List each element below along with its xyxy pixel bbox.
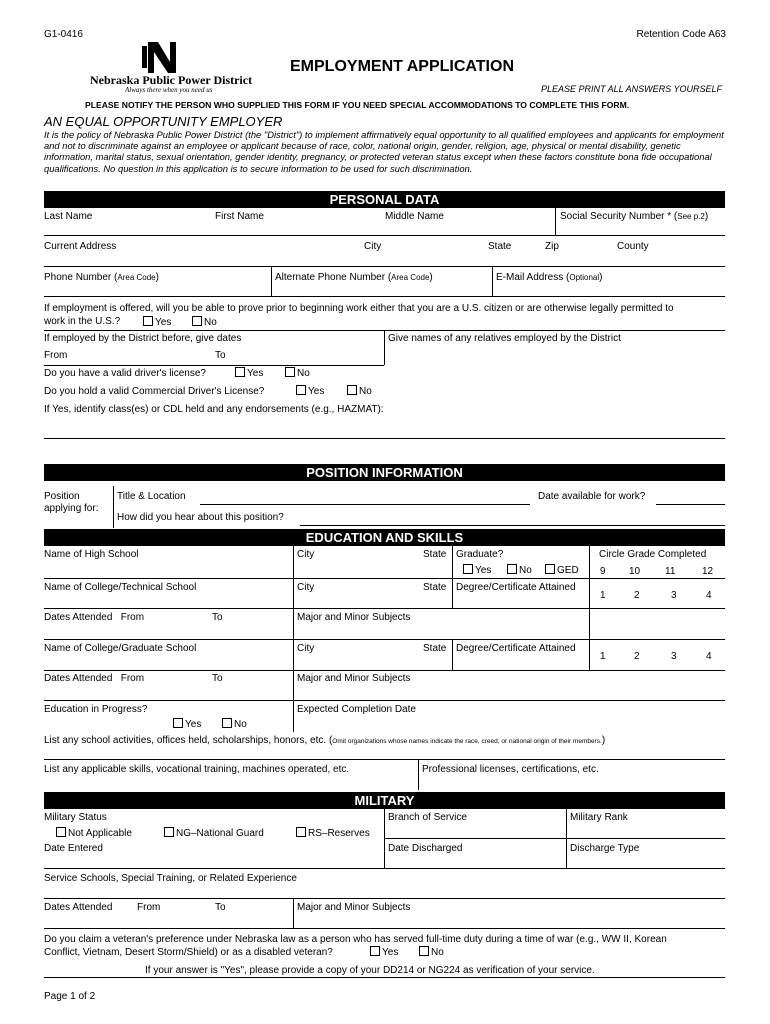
college-grad-grade-3[interactable]: 3	[671, 651, 677, 662]
how-heard-label: How did you hear about this position?	[117, 512, 284, 523]
graduate-no-checkbox[interactable]: No	[507, 564, 532, 576]
veteran-no-checkbox[interactable]: No	[419, 946, 444, 958]
position-info-heading: POSITION INFORMATION	[44, 464, 725, 481]
college-grad-major-label: Major and Minor Subjects	[297, 673, 411, 684]
print-note: PLEASE PRINT ALL ANSWERS YOURSELF	[540, 84, 722, 94]
military-from-label: From	[137, 902, 161, 913]
cdl-classes-line[interactable]	[44, 438, 725, 439]
position-applying-label-2: applying for:	[44, 503, 99, 514]
employed-to-label: To	[215, 350, 226, 361]
college-tech-city-label: City	[297, 582, 315, 593]
military-status-label: Military Status	[44, 812, 107, 823]
grade-11[interactable]: 11	[665, 566, 676, 577]
college-tech-dates-label: Dates Attended From	[44, 612, 145, 623]
college-grad-grade-2[interactable]: 2	[634, 651, 640, 662]
college-tech-major-label: Major and Minor Subjects	[297, 612, 411, 623]
military-to-label: To	[215, 902, 226, 913]
in-progress-label: Education in Progress?	[44, 704, 148, 715]
eoe-body: It is the policy of Nebraska Public Power District (the "District") to implement affirmatively equal opportunity to all qualified employees and applicants for employment and not to discriminate against an employee or applicant because of race, color, national origin, gender, religion, age, physical or mental disability, genetic information, marital status, sexual orientation, gender identity, pregnancy, or protected veteran status except when these factors constitute bona fide occupational qualifications. No question in this application is to secure information to be used for such discrimination.	[44, 129, 724, 174]
name-row-line	[44, 235, 725, 236]
college-tech-grade-3[interactable]: 3	[671, 590, 677, 601]
veteran-note: If your answer is "Yes", please provide a copy of your DD214 or NG224 as verification of your service.	[145, 965, 595, 976]
phone-row-line	[44, 296, 725, 297]
grade-10[interactable]: 10	[629, 566, 641, 577]
employed-before-label: If employed by the District before, give dates	[44, 333, 242, 344]
college-grad-state-label: State	[423, 643, 447, 654]
page-number: Page 1 of 2	[44, 991, 96, 1002]
cdl-no-checkbox[interactable]: No	[347, 385, 372, 397]
middle-name-label: Middle Name	[385, 211, 444, 222]
licenses-label: Professional licenses, certifications, etc.	[422, 764, 599, 775]
email-label: E-Mail Address (Optional)	[496, 272, 603, 283]
title-location-line[interactable]	[200, 504, 530, 505]
college-grad-degree-label: Degree/Certificate Attained	[456, 643, 576, 654]
org-name: Nebraska Public Power District	[90, 73, 253, 87]
form-code: G1-0416	[44, 29, 83, 40]
college-tech-to-label: To	[212, 612, 223, 623]
veteran-question-line2: Conflict, Vietnam, Desert Storm/Shield) or as a disabled veteran?	[44, 947, 333, 958]
ssn-label: Social Security Number * (See p.2)	[560, 211, 709, 222]
college-tech-grade-4[interactable]: 4	[706, 590, 712, 601]
college-tech-label: Name of College/Technical School	[44, 582, 197, 593]
drivers-license-yes-checkbox[interactable]: Yes	[235, 367, 263, 379]
college-grad-grade-4[interactable]: 4	[706, 651, 712, 662]
cdl-classes-label: If Yes, identify class(es) or CDL held and any endorsements (e.g., HAZMAT):	[44, 404, 384, 415]
skills-label: List any applicable skills, vocational training, machines operated, etc.	[44, 764, 350, 775]
college-grad-label: Name of College/Graduate School	[44, 643, 197, 654]
veteran-yes-checkbox[interactable]: Yes	[370, 946, 398, 958]
employed-from-label: From	[44, 350, 68, 361]
legal-yes-checkbox[interactable]: Yes	[143, 316, 171, 328]
expected-completion-label: Expected Completion Date	[297, 704, 416, 715]
legal-question-line1: If employment is offered, will you be able to prove prior to beginning work either that you are a U.S. citizen or are otherwise legally permitted to	[44, 303, 674, 314]
graduate-ged-checkbox[interactable]: GED	[545, 564, 579, 576]
drivers-license-label: Do you have a valid driver's license?	[44, 368, 206, 379]
position-applying-label-1: Position	[44, 491, 80, 502]
graduate-yes-checkbox[interactable]: Yes	[463, 564, 491, 576]
reserves-checkbox[interactable]: RS–Reserves	[296, 827, 370, 839]
in-progress-no-checkbox[interactable]: No	[222, 718, 247, 730]
hs-city-label: City	[297, 549, 315, 560]
not-applicable-checkbox[interactable]: Not Applicable	[56, 827, 132, 839]
org-tagline: Always there when you need us	[125, 86, 213, 94]
discharge-type-label: Discharge Type	[570, 843, 640, 854]
college-grad-city-label: City	[297, 643, 315, 654]
service-schools-label: Service Schools, Special Training, or Related Experience	[44, 873, 297, 884]
in-progress-yes-checkbox[interactable]: Yes	[173, 718, 201, 730]
date-available-line[interactable]	[656, 504, 725, 505]
address-row-line	[44, 266, 725, 267]
personal-data-heading: PERSONAL DATA	[44, 191, 725, 208]
military-heading: MILITARY	[44, 792, 725, 809]
legal-question-line2: work in the U.S.?	[44, 316, 121, 327]
relatives-label: Give names of any relatives employed by the District	[388, 333, 621, 344]
accommodation-note: PLEASE NOTIFY THE PERSON WHO SUPPLIED THIS FORM IF YOU NEED SPECIAL ACCOMMODATIONS TO COMPLETE THIS FORM.	[85, 100, 630, 110]
drivers-license-no-checkbox[interactable]: No	[285, 367, 310, 379]
graduate-label: Graduate?	[456, 549, 504, 560]
first-name-label: First Name	[215, 211, 264, 222]
nppd-logo	[138, 40, 182, 74]
state-label: State	[488, 241, 512, 252]
military-rank-label: Military Rank	[570, 812, 628, 823]
city-label: City	[364, 241, 382, 252]
current-address-label: Current Address	[44, 241, 117, 252]
branch-label: Branch of Service	[388, 812, 467, 823]
legal-no-checkbox[interactable]: No	[192, 316, 217, 328]
date-entered-label: Date Entered	[44, 843, 103, 854]
circle-grade-label: Circle Grade Completed	[599, 549, 707, 560]
form-title: EMPLOYMENT APPLICATION	[290, 58, 514, 75]
grade-12[interactable]: 12	[702, 566, 714, 577]
county-label: County	[617, 241, 649, 252]
education-heading: EDUCATION AND SKILLS	[44, 529, 725, 546]
how-heard-line[interactable]	[300, 525, 725, 526]
college-tech-state-label: State	[423, 582, 447, 593]
college-tech-grade-1[interactable]: 1	[600, 590, 606, 601]
date-discharged-label: Date Discharged	[388, 843, 463, 854]
cdl-label: Do you hold a valid Commercial Driver's License?	[44, 386, 265, 397]
military-major-label: Major and Minor Subjects	[297, 902, 411, 913]
college-grad-grade-1[interactable]: 1	[600, 651, 606, 662]
college-tech-degree-label: Degree/Certificate Attained	[456, 582, 576, 593]
military-dates-label: Dates Attended	[44, 902, 113, 913]
college-grad-to-label: To	[212, 673, 223, 684]
grade-9[interactable]: 9	[600, 566, 606, 577]
title-location-label: Title & Location	[117, 491, 186, 502]
date-available-label: Date available for work?	[538, 491, 646, 502]
national-guard-checkbox[interactable]: NG–National Guard	[164, 827, 264, 839]
cdl-yes-checkbox[interactable]: Yes	[296, 385, 324, 397]
college-grad-dates-label: Dates Attended From	[44, 673, 145, 684]
phone-label: Phone Number (Area Code)	[44, 272, 159, 283]
alt-phone-label: Alternate Phone Number (Area Code)	[275, 272, 433, 283]
college-tech-grade-2[interactable]: 2	[634, 590, 640, 601]
veteran-question-line1: Do you claim a veteran's preference under Nebraska law as a person who has served full-time duty during a time of war (e.g., WW II, Korean	[44, 934, 667, 945]
eoe-title: AN EQUAL OPPORTUNITY EMPLOYER	[44, 114, 283, 129]
last-name-label: Last Name	[44, 211, 93, 222]
zip-label: Zip	[545, 241, 559, 252]
high-school-label: Name of High School	[44, 549, 139, 560]
hs-state-label: State	[423, 549, 447, 560]
retention-code: Retention Code A63	[636, 29, 726, 40]
activities-label: List any school activities, offices held, scholarships, honors, etc. (Omit organizations whose names indicate the race, creed, or national origin of their members.)	[44, 735, 606, 746]
